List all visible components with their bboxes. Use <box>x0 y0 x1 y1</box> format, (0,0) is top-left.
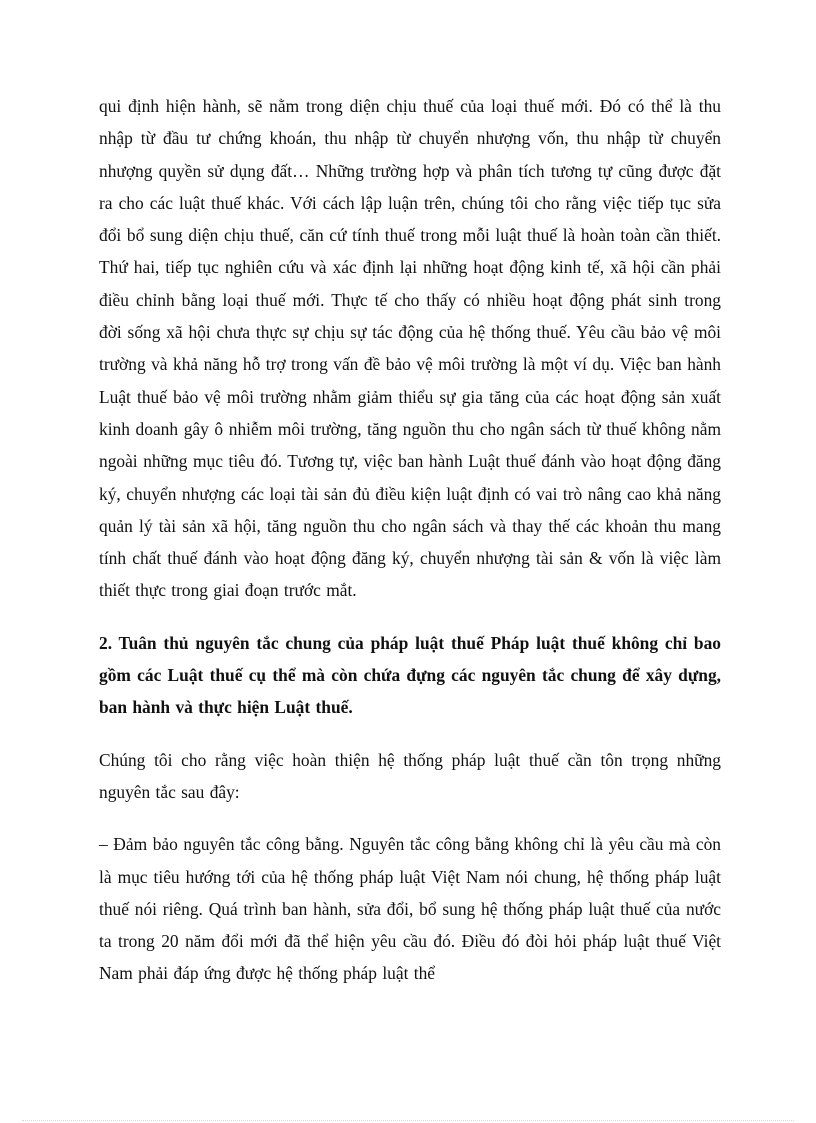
document-body <box>99 90 721 990</box>
section-heading-2: 2. Tuân thủ nguyên tắc chung của pháp luật thuế Pháp luật thuế không chỉ bao gồm các Luật thuế cụ thể mà còn chứa đựng các nguyên tắc chung để xây dựng, ban hành và thực hiện Luật thuế. <box>99 632 721 718</box>
page-bottom-divider <box>22 1120 794 1121</box>
body-paragraph-3: – Đảm bảo nguyên tắc công bằng. Nguyên tắc công bằng không chỉ là yêu cầu mà còn là mục tiêu hướng tới của hệ thống pháp luật Việt Nam nói chung, hệ thống pháp luật thuế nói riêng. Quá trình ban hành, sửa đổi, bổ sung hệ thống pháp luật thuế của nước ta trong 20 năm đổi mới đã thể hiện yêu cầu đó. Điều đó đòi hỏi pháp luật thuế Việt Nam phải đáp ứng được hệ thống pháp luật thể <box>99 834 721 984</box>
body-paragraph-1: qui định hiện hành, sẽ nằm trong diện chịu thuế của loại thuế mới. Đó có thể là thu nhập từ đầu tư chứng khoán, thu nhập từ chuyển nhượng vốn, thu nhập từ chuyển nhượng quyền sử dụng đất… Những trường hợp và phân tích tương tự cũng được đặt ra cho các luật thuế khác. Với cách lập luận trên, chúng tôi cho rằng việc tiếp tục sửa đổi bổ sung diện chịu thuế, căn cứ tính thuế trong mỗi luật thuế là hoàn toàn cần thiết. Thứ hai, tiếp tục nghiên cứu và xác định lại những hoạt động kinh tế, xã hội cần phải điều chỉnh bằng loại thuế mới. Thực tế cho thấy có nhiều hoạt động phát sinh trong đời sống xã hội chưa thực sự chịu sự tác động của hệ thống thuế. Yêu cầu bảo vệ môi trường và khả năng hỗ trợ trong vấn đề bảo vệ môi trường là một ví dụ. Việc ban hành Luật thuế bảo vệ môi trường nhằm giảm thiểu sự gia tăng của các hoạt động sản xuất kinh doanh gây ô nhiễm môi trường, tăng nguồn thu cho ngân sách từ thuế không nằm ngoài những mục tiêu đó. Tương tự, việc ban hành Luật thuế đánh vào hoạt động đăng ký, chuyển nhượng các loại tài sản đủ điều kiện luật định có vai trò nâng cao khả năng quản lý tài sản xã hội, tăng nguồn thu cho ngân sách và thay thế các khoản thu mang tính chất thuế đánh vào hoạt động đăng ký, chuyển nhượng tài sản & vốn là việc làm thiết thực trong giai đoạn trước mắt. <box>99 96 721 601</box>
body-paragraph-2: Chúng tôi cho rằng việc hoàn thiện hệ thống pháp luật thuế cần tôn trọng những nguyên tắc sau đây: <box>99 749 721 802</box>
